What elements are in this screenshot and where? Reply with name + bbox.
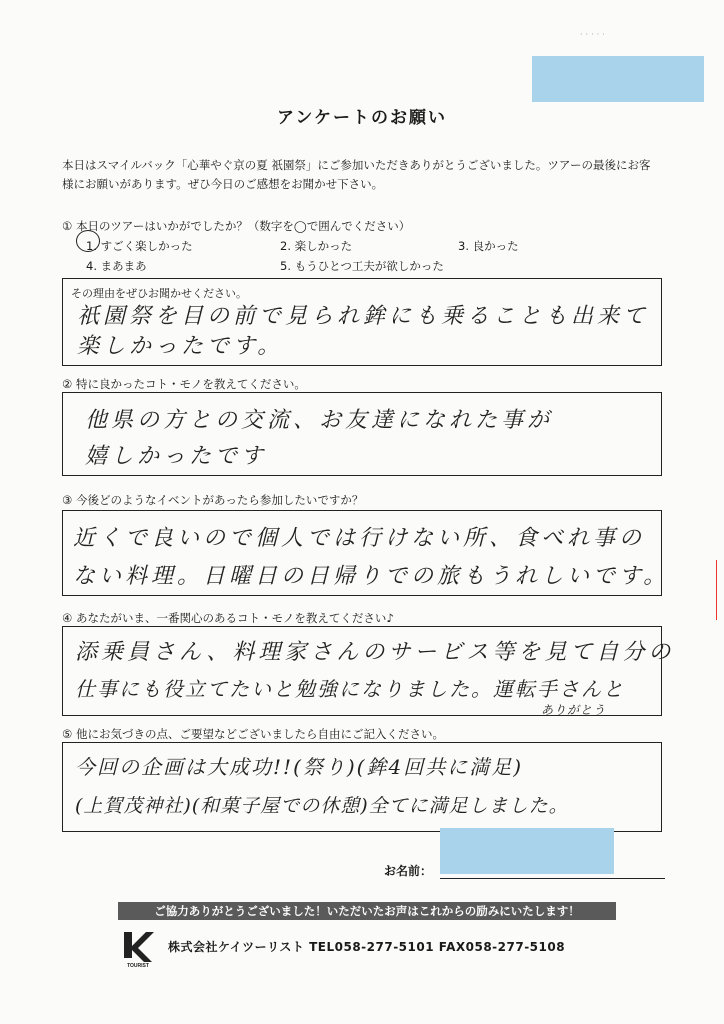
svg-text:TOURIST: TOURIST [127, 963, 149, 968]
option-3: 3. 良かった [458, 239, 519, 253]
handwritten-answer-5b: (上賀茂神社)(和菓子屋での休憩)全てに満足しました。 [75, 795, 569, 817]
handwritten-answer-4b: 仕事にも役立てたいと勉強になりました。運転手さんと [75, 677, 625, 701]
redacted-name [440, 828, 614, 874]
reason-label: その理由をぜひお聞かせください。 [71, 287, 247, 300]
intro-text: 本日はスマイルバック「心華やぐ京の夏 祇園祭」にご参加いただきありがとうございました。ツアーの最後にお客様にお願いがあります。ぜひ今日のご感想をお聞かせ下さい。 [62, 158, 651, 191]
question-3: ③ 今後どのようなイベントがあったら参加したいですか？ [62, 493, 364, 507]
handwritten-answer-3b: ない料理。日曜日の日帰りでの旅もうれしいです。 [73, 564, 670, 589]
company-logo [118, 928, 158, 968]
question-4: ④ あなたがいま、一番関心のあるコト・モノを教えてください♪ [62, 611, 394, 625]
name-label: お名前： [384, 864, 433, 878]
option-1: 1. すごく楽しかった [86, 239, 193, 253]
handwritten-answer-1b: 楽しかったです。 [77, 334, 284, 359]
page-title: アンケートのお願い [277, 108, 447, 128]
answer-box-3 [62, 510, 670, 596]
thanks-banner: ご協力ありがとうございました！いただいたお声はこれからの励みにいたします！ [118, 902, 616, 920]
company-info: 株式会社ケイツーリスト TEL058-277-5101 FAX058-277-5108 [168, 940, 566, 954]
edge-mark [716, 560, 723, 620]
handwritten-answer-1a: 祇園祭を目の前で見られ鉾にも乗ることも出来て [77, 304, 650, 329]
option-5: 5. もうひとつ工夫が欲しかった [280, 259, 444, 273]
answer-box-5 [62, 742, 662, 832]
handwritten-answer-4a: 添乗員さん、料理家さんのサービス等を見て自分の [75, 640, 675, 665]
redacted-top-block [532, 56, 704, 102]
answer-box-1 [62, 278, 662, 366]
option-2: 2. 楽しかった [280, 239, 353, 253]
answer-box-4 [62, 626, 675, 717]
question-1: ① 本日のツアーはいかがでしたか？（数字を◯で囲んでください） [62, 219, 411, 233]
name-underline [440, 878, 665, 879]
answer-box-2 [62, 392, 662, 476]
question-5: ⑤ 他にお気づきの点、ご要望などございましたら自由にご記入ください。 [62, 727, 444, 741]
handwritten-answer-2b: 嬉しかったです [85, 444, 268, 469]
handwritten-answer-2a: 他県の方との交流、お友達になれた事が [85, 408, 554, 433]
handwritten-answer-5a: 今回の企画は大成功!!(祭り)(鉾4回共に満足) [75, 755, 524, 779]
handwritten-answer-4-note: ありがとう [541, 703, 607, 717]
question-2: ② 特に良かったコト・モノを教えてください。 [62, 377, 306, 391]
handwritten-answer-3a: 近くで良いので個人では行けない所、食べれ事の [73, 526, 646, 551]
option-4: 4. まあまあ [86, 259, 147, 273]
scan-dots: ····· [580, 30, 608, 39]
